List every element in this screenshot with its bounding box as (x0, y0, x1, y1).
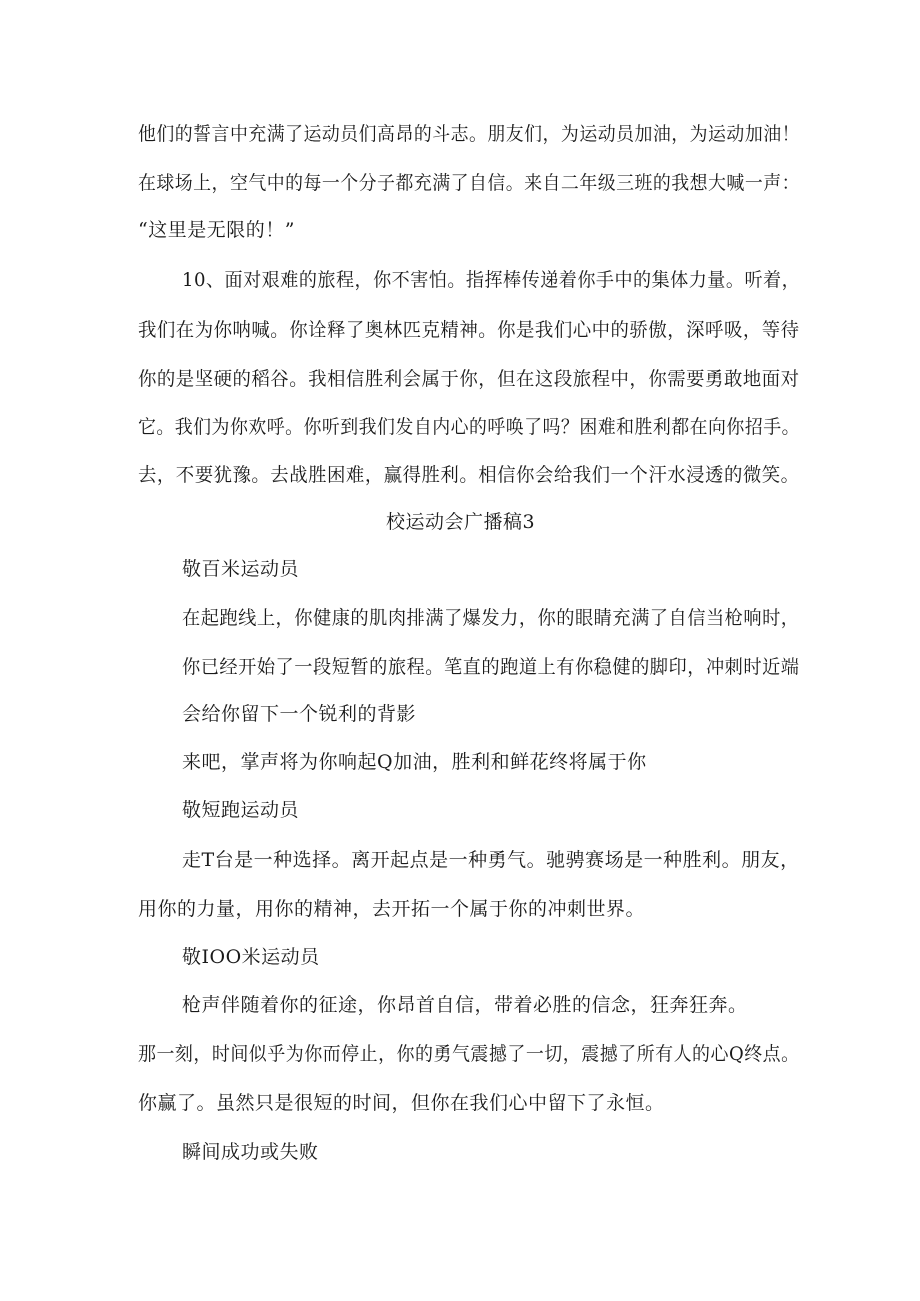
text-line-15: 敬短跑运动员 (182, 799, 300, 821)
text-line-18: 敬IOO米运动员 (182, 946, 320, 968)
text-line-11: 在起跑线上，你健康的肌肉排满了爆发力，你的眼睛充满了自信当枪响时， (182, 607, 800, 629)
text-line-21: 你赢了。虽然只是很短的时间，但你在我们心中留下了永恒。 (138, 1092, 665, 1114)
text-line-17: 用你的力量，用你的精神，去开拓一个属于你的冲刺世界。 (138, 898, 646, 920)
text-line-7: 它。我们为你欢呼。你听到我们发自内心的呼唤了吗？困难和胜利都在向你招手。 (138, 416, 801, 438)
text-line-19: 枪声伴随着你的征途，你昂首自信，带着必胜的信念，狂奔狂奔。 (182, 994, 748, 1016)
text-line-12: 你已经开始了一段短暂的旅程。笔直的跑道上有你稳健的脚印，冲刺时近端 (182, 656, 800, 678)
text-line-13: 会给你留下一个锐利的背影 (182, 703, 417, 725)
text-line-6: 你的是坚硬的稻谷。我相信胜利会属于你，但在这段旅程中，你需要勇敢地面对 (138, 368, 800, 390)
text-line-4: 10、面对艰难的旅程，你不害怕。指挥棒传递着你手中的集体力量。听着， (182, 269, 801, 291)
text-line-3: “这里是无限的！” (138, 219, 295, 241)
text-line-8: 去，不要犹豫。去战胜困难，赢得胜利。相信你会给我们一个汗水浸透的微笑。 (138, 464, 800, 486)
text-line-5: 我们在为你呐喊。你诠释了奥林匹克精神。你是我们心中的骄傲，深呼吸，等待 (138, 319, 800, 341)
text-line-20: 那一刻，时间似乎为你而停止，你的勇气震撼了一切，震撼了所有人的心Q终点。 (138, 1043, 800, 1065)
section-heading: 校运动会广播稿3 (386, 511, 536, 533)
text-line-14: 来吧，掌声将为你响起Q加油，胜利和鲜花终将属于你 (182, 751, 647, 773)
text-line-1: 他们的誓言中充满了运动员们高昂的斗志。朋友们，为运动员加油，为运动加油！ (138, 123, 801, 145)
text-line-16: 走T台是一种选择。离开起点是一种勇气。驰骋赛场是一种胜利。朋友， (182, 849, 800, 871)
text-line-22: 瞬间成功或失败 (182, 1141, 319, 1163)
text-line-10: 敬百米运动员 (182, 558, 300, 580)
text-line-2: 在球场上，空气中的每一个分子都充满了自信。来自二年级三班的我想大喊一声： (138, 172, 801, 194)
